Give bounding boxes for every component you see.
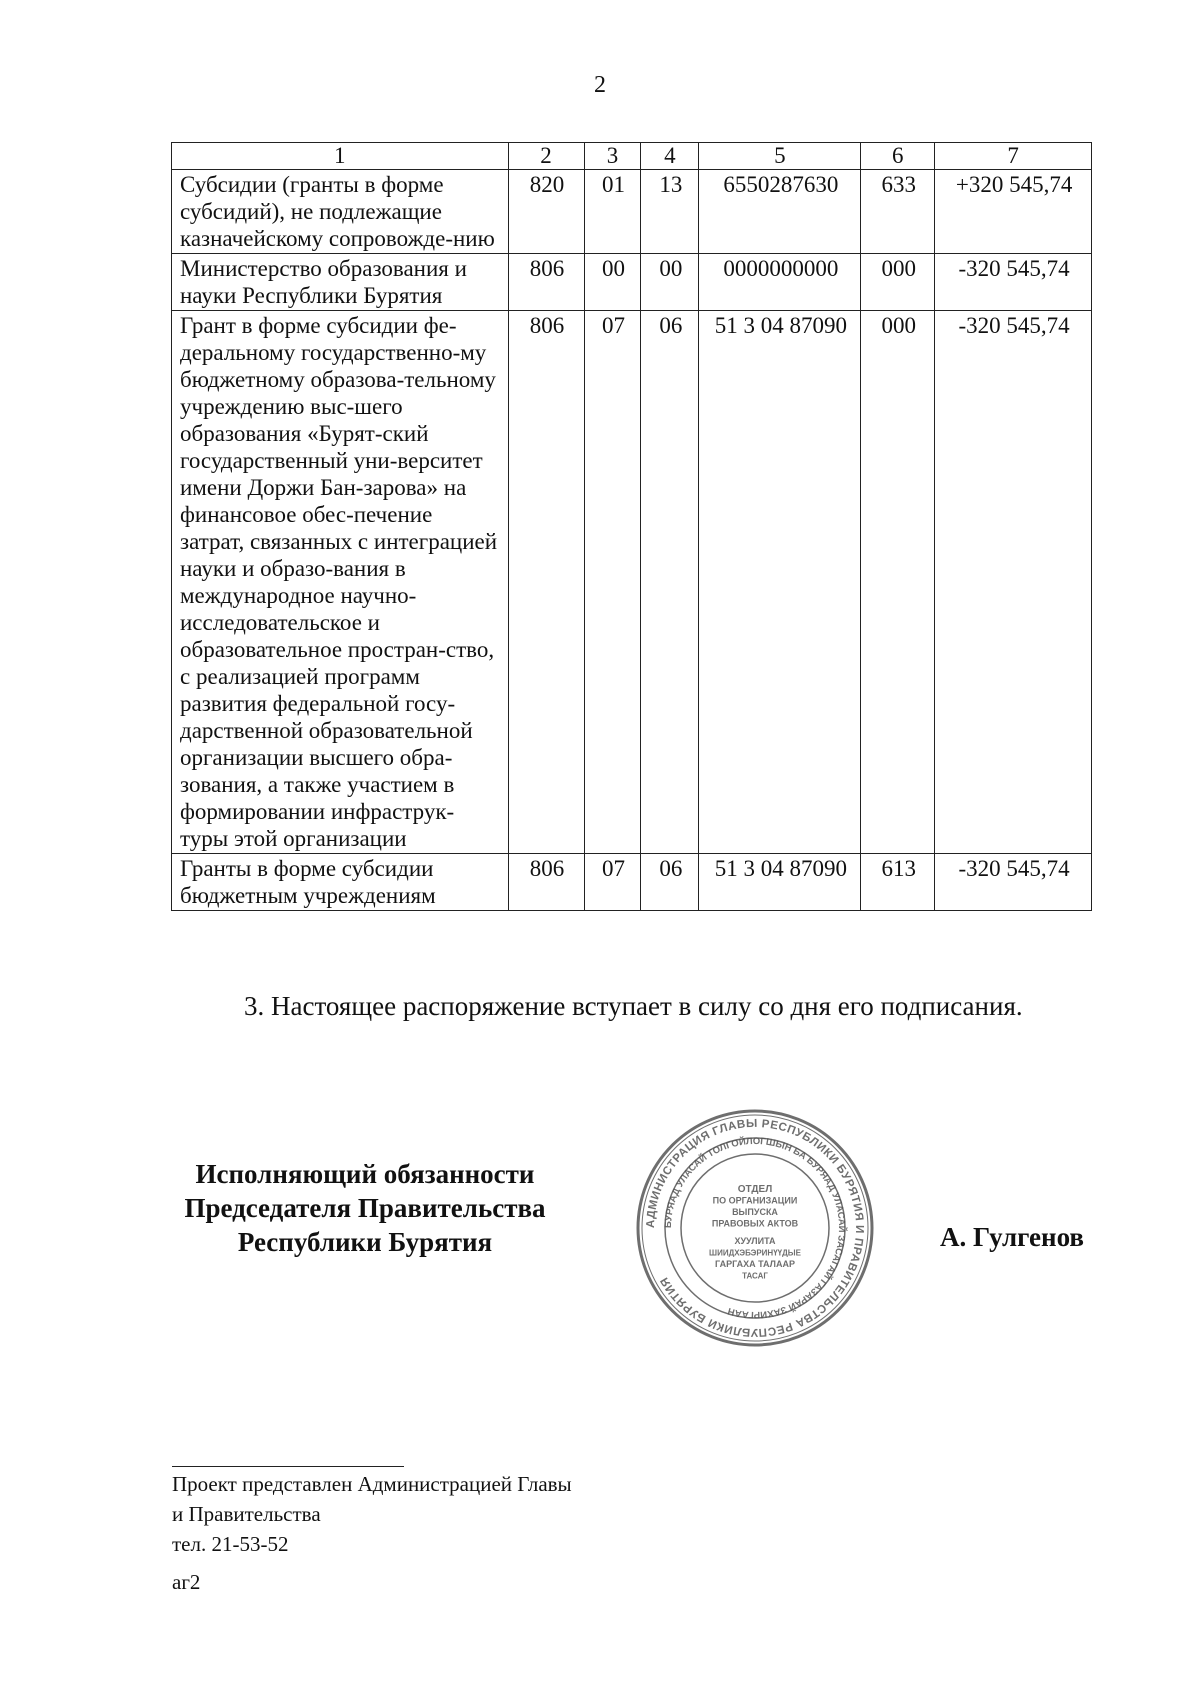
table-header-cell: 3 [584,143,641,170]
table-header-cell: 1 [172,143,509,170]
row-ministry-code: 820 [508,170,584,254]
row-ministry-code: 806 [508,311,584,854]
row-subsection: 00 [641,254,699,311]
row-amount: -320 545,74 [935,854,1092,911]
signer-title-line: Председателя Правительства [184,1193,546,1223]
table-header-cell: 4 [641,143,699,170]
row-section: 01 [584,170,641,254]
page-number: 2 [594,72,606,98]
stamp-center-line: ХУУЛИТА [734,1236,776,1246]
row-ministry-code: 806 [508,854,584,911]
table-header-cell: 5 [699,143,861,170]
budget-changes-table [171,142,1092,911]
table-row [172,170,1092,254]
stamp-center-line: ТАСАГ [742,1271,768,1281]
table-header-cell: 2 [508,143,584,170]
row-subsection: 06 [641,311,699,854]
footnote-line: тел. 21-53-52 [172,1532,289,1556]
row-amount: -320 545,74 [935,311,1092,854]
table-row [172,311,1092,854]
table-row [172,854,1092,911]
row-amount: +320 545,74 [935,170,1092,254]
row-target-article: 51 3 04 87090 [699,311,861,854]
effective-date-clause: 3. Настоящее распоряжение вступает в силу со дня его подписания. [244,991,1023,1021]
row-ministry-code: 806 [508,254,584,311]
row-name: Субсидии (гранты в форме субсидий), не подлежащие казначейскому сопровожде-нию [172,170,509,254]
document-code: аг2 [172,1570,201,1594]
footnote-divider [172,1466,404,1467]
stamp-inner-text: БУРЯАД УЛАСАЙ ТОЛГОЙЛОГШЫН БА БУРЯАД УЛАСАЙ ЗАСАГАЙ ГАЗАРАЙ ЗАХИРГААН [662,1135,848,1321]
stamp-center-line: ВЫПУСКА [732,1207,778,1217]
signer-name: А. Гулгенов [940,1222,1084,1252]
row-name: Министерство образования и науки Республики Бурятия [172,254,509,311]
table-header-cell: 7 [935,143,1092,170]
row-subsection: 13 [641,170,699,254]
stamp-center-line: ПРАВОВЫХ АКТОВ [711,1218,799,1229]
table-header-row [172,143,1092,170]
row-section: 07 [584,854,641,911]
row-target-article: 0000000000 [699,254,861,311]
table-header-cell: 6 [861,143,935,170]
row-name: Гранты в форме субсидии бюджетным учреждениям [172,854,509,911]
row-section: 07 [584,311,641,854]
footnote-line: и Правительства [172,1502,321,1526]
stamp-center-line: ПО ОРГАНИЗАЦИИ [712,1195,798,1206]
row-target-article: 6550287630 [699,170,861,254]
stamp-outer-text: АДМИНИСТРАЦИЯ ГЛАВЫ РЕСПУБЛИКИ БУРЯТИЯ И ПРАВИТЕЛЬСТВА РЕСПУБЛИКИ БУРЯТИЯ [644,1117,866,1339]
signer-title [160,1157,570,1259]
stamp-center-line: ГАРГАХА ТАЛААР [715,1259,795,1269]
row-name: Грант в форме субсидии фе-деральному государственно-му бюджетному образова-тельному учреждению выс-шего образования «Бурят-ский государственный уни-верситет имени Доржи Бан-зарова» на финансовое обес-печение затрат, связанных с интеграцией науки и образо-вания в международное научно-исследовательское и образовательное простран-ство, с реализацией программ развития федеральной госу-дарственной образовательной организации высшего обра-зования, а также участием в формировании инфраструк-туры этой организации [172,311,509,854]
footnote-line: Проект представлен Администрацией Главы [172,1472,572,1496]
row-amount: -320 545,74 [935,254,1092,311]
row-target-article: 51 3 04 87090 [699,854,861,911]
official-seal-stamp [635,1108,875,1348]
row-expense-type: 633 [861,170,935,254]
signer-title-line: Республики Бурятия [237,1227,493,1257]
stamp-center-line: ОТДЕЛ [737,1184,773,1195]
row-expense-type: 613 [861,854,935,911]
row-expense-type: 000 [861,254,935,311]
row-subsection: 06 [641,854,699,911]
row-expense-type: 000 [861,311,935,854]
footnote [172,1469,572,1559]
stamp-center-line: ШИИДХЭБЭРИНҮҮДЫЕ [709,1248,801,1258]
signer-title-line: Исполняющий обязанности [195,1159,535,1189]
table-row [172,254,1092,311]
row-section: 00 [584,254,641,311]
